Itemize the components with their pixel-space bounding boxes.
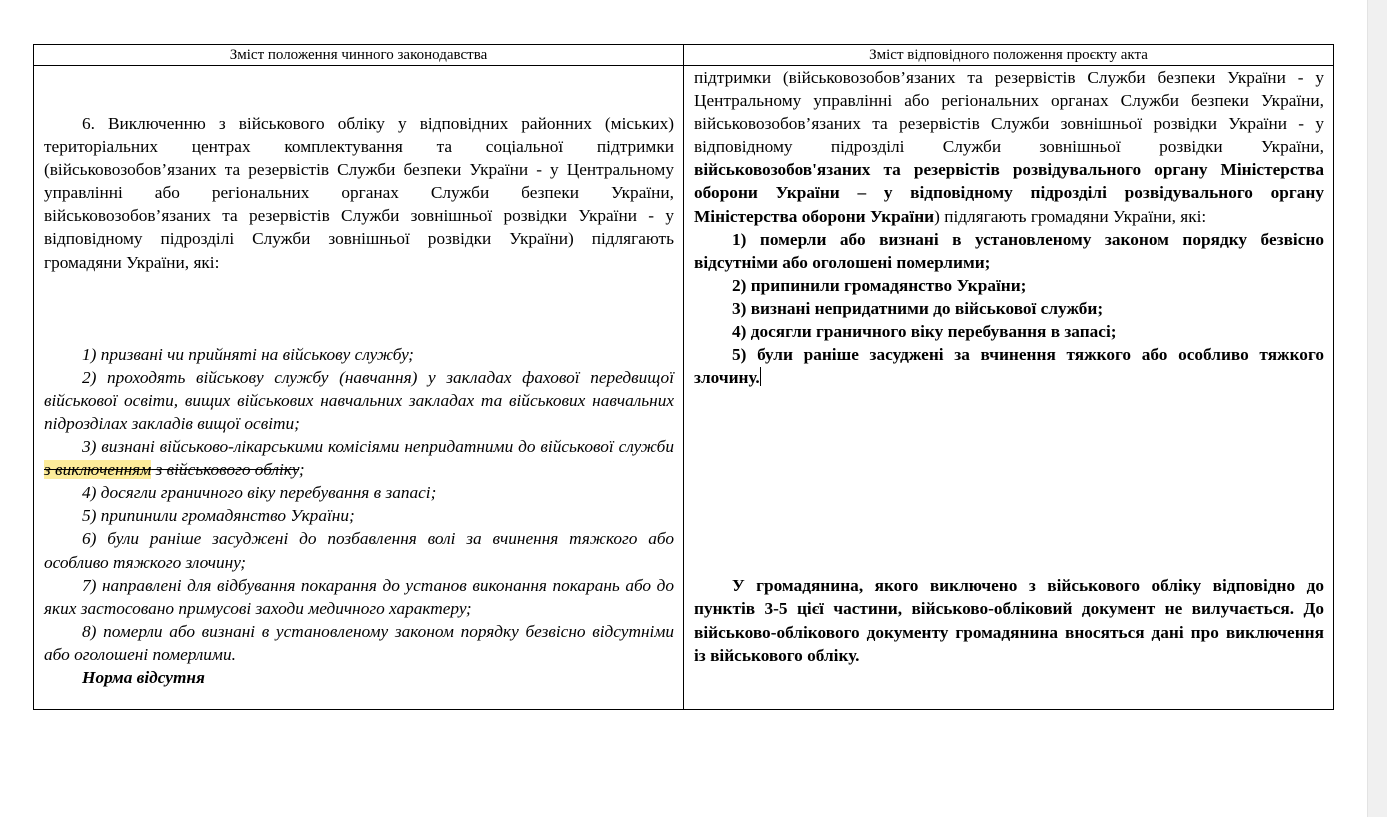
left-item-3-end: ; <box>298 460 305 480</box>
spacer <box>694 389 1324 574</box>
right-intro-bold: військовозобов'язаних та резервістів розвідувального органу Міністерства оборони України – у відповідному підрозділі розвідувального органу Міністерства оборони України <box>694 160 1324 226</box>
right-new-norm-paragraph: У громадянина, якого виключено з військового обліку відповідно до пунктів 3-5 цієї частини, військово-обліковий документ не вилучається. До військово-облікового документу громадянина вносяться дані про виключення із військового обліку. <box>694 576 1324 665</box>
left-item-1: 1) призвані чи прийняті на військову службу; <box>82 344 414 364</box>
left-item-4: 4) досягли граничного віку перебування в запасі; <box>82 483 437 503</box>
norm-absent-label: Норма відсутня <box>82 667 205 687</box>
left-item-7: 7) направлені для відбування покарання до установ виконання покарань або до яких застосовано примусові заходи медичного характеру; <box>44 575 674 618</box>
left-intro-paragraph: 6. Виключенню з військового обліку у відповідних районних (міських) територіальних центрах комплектування та соціальної підтримки (військовозобов’язаних та резервістів Служби безпеки України - у Центральному управлінні або регіональних органах Служби безпеки України, військовозобов’язаних та резервістів Служби зовнішньої розвідки України - у відповідному підрозділі Служби зовнішньої розвідки України) підлягають громадяни України, які: <box>44 114 674 272</box>
right-item-1: 1) померли або визнані в установленому законом порядку безвісно відсутніми або оголошені померлими; <box>694 229 1324 272</box>
struck-text: з військового обліку <box>151 460 299 480</box>
header-draft-act: Зміст відповідного положення проєкту акта <box>684 45 1334 66</box>
right-item-4: 4) досягли граничного віку перебування в запасі; <box>732 322 1117 342</box>
left-item-5: 5) припинили громадянство України; <box>82 506 355 526</box>
right-intro-regular: підтримки (військовозобов’язаних та резервістів Служби безпеки України - у Центральному управлінні або регіональних органах Служби безпеки України, військовозобов’язаних та резервістів Служби зовнішньої розвідки України - у відповідному підрозділі Служби зовнішньої розвідки України, <box>694 68 1324 157</box>
left-item-2: 2) проходять військову службу (навчання) у закладах фахової передвищої військової освіти, вищих військових навчальних закладах та військових навчальних підрозділах закладів вищої освіти; <box>44 367 674 433</box>
table-header-row <box>34 45 1334 66</box>
spacer <box>44 274 674 343</box>
header-current-law: Зміст положення чинного законодавства <box>34 45 684 66</box>
struck-highlighted-text: з виключенням <box>44 460 152 480</box>
right-item-2: 2) припинили громадянство України; <box>732 275 1027 295</box>
left-item-6: 6) були раніше засуджені до позбавлення волі за вчинення тяжкого або особливо тяжкого злочину; <box>44 529 674 572</box>
table-row <box>34 66 1334 710</box>
draft-act-cell[interactable] <box>684 66 1334 710</box>
right-item-5-text: 5) були раніше засуджені за вчинення тяжкого або особливо тяжкого злочину. <box>694 345 1324 388</box>
left-item-3 <box>44 435 674 481</box>
right-item-5 <box>694 343 1324 389</box>
text-cursor <box>760 367 761 386</box>
left-item-8: 8) померли або визнані в установленому законом порядку безвісно відсутніми або оголошені померлими. <box>44 621 674 664</box>
spacer <box>44 66 674 112</box>
left-item-3-text: 3) визнані військово-лікарськими комісіями непридатними до військової служби <box>82 437 674 457</box>
right-item-3: 3) визнані непридатними до військової служби; <box>732 298 1104 318</box>
comparison-table <box>33 44 1334 710</box>
vertical-scrollbar[interactable] <box>1367 0 1387 817</box>
right-intro-paragraph <box>694 66 1324 228</box>
right-intro-end: ) підлягають громадяни України, які: <box>934 206 1207 226</box>
current-law-cell[interactable] <box>34 66 684 710</box>
